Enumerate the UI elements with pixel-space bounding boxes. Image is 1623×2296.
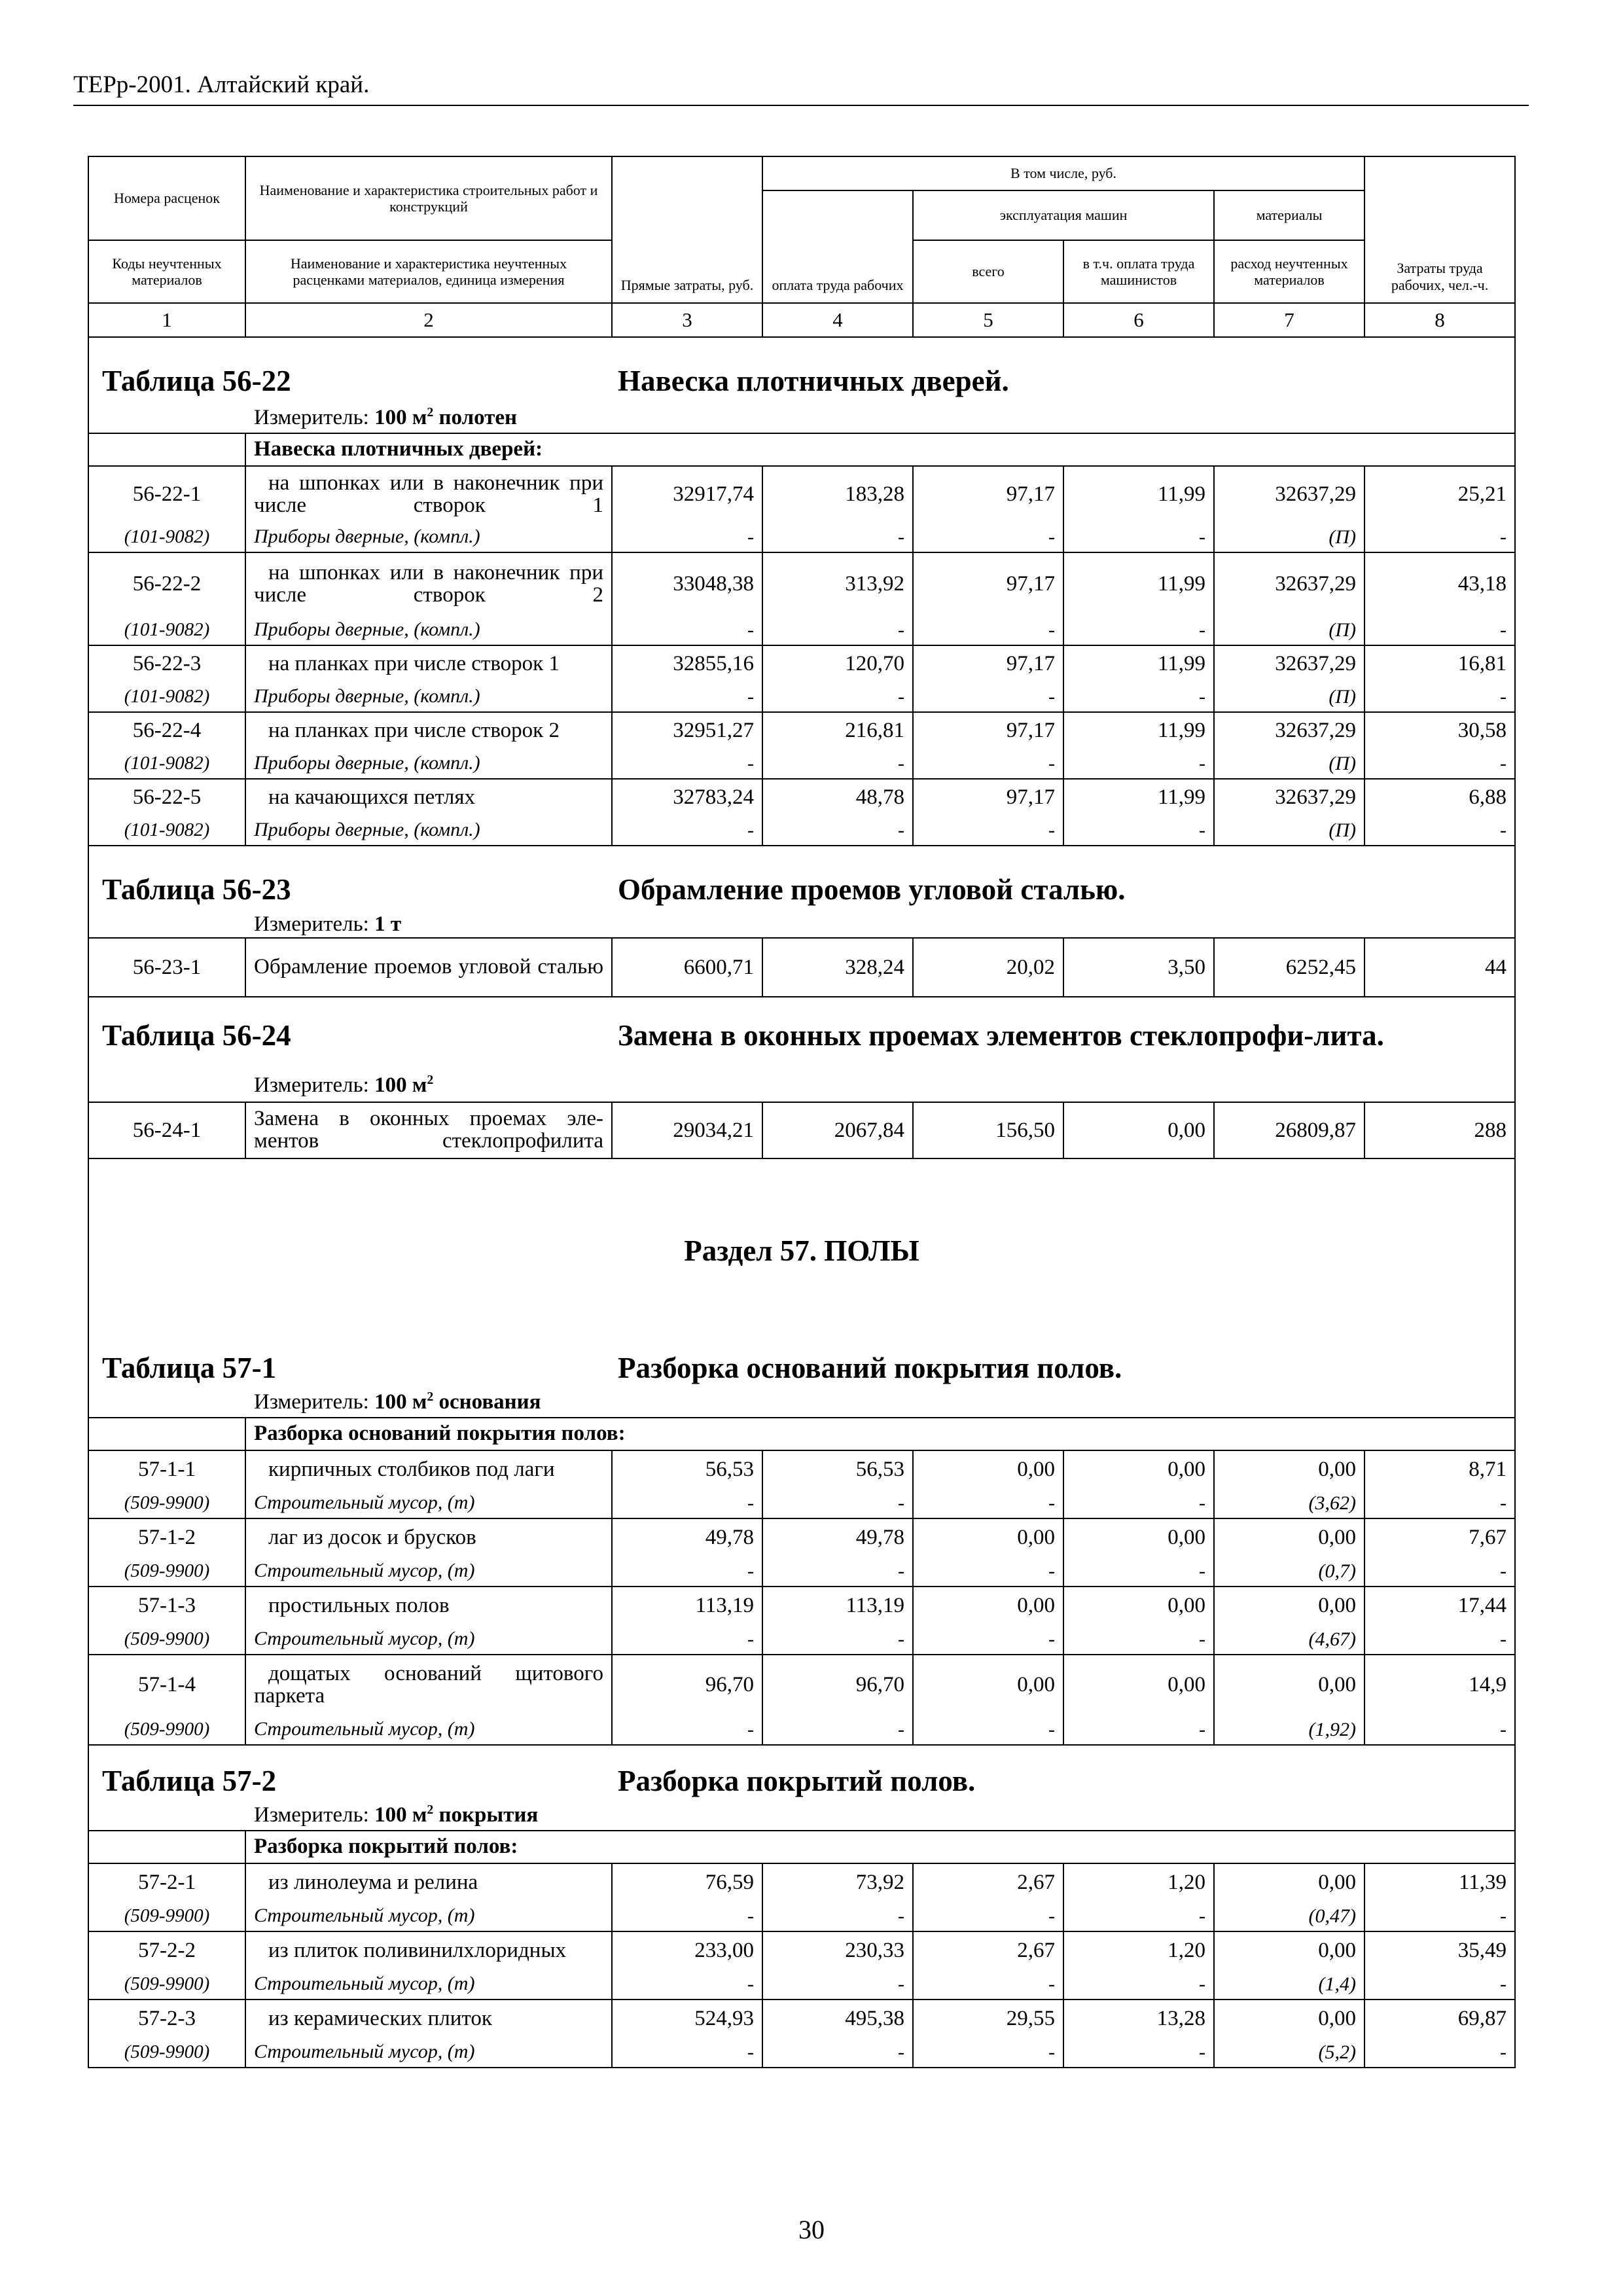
header-machines-labor: в т.ч. оплата труда машинистов (1063, 240, 1214, 303)
subheading: Разборка покрытий полов: (254, 1835, 518, 1859)
header-col3: Прямые затраты, руб. (612, 156, 762, 303)
measure-unit: Измеритель: 100 $м^2$ основания (88, 1388, 1515, 1418)
table-row: 56-22-3 на планках при числе створок 1 32855,16 120,70 97,17 11,99 32637,29 16,81 (88, 645, 1515, 682)
table-row: 57-1-4 дощатых оснований щитового паркета 96,70 96,70 0,00 0,00 0,00 14,9 (88, 1655, 1515, 1715)
resource-row: (509-9900) Строительный мусор, (т) - - - - (4,67) - (88, 1624, 1515, 1655)
table-title: Обрамление проемов угловой сталью. (618, 873, 1126, 906)
resource-row: (101-9082) Приборы дверные, (компл.) - - - - (П) - (88, 749, 1515, 779)
col-number: 3 (612, 303, 762, 337)
measure-unit: Измеритель: 100 $м^2$ полотен (88, 403, 1515, 433)
resource-row: (509-9900) Строительный мусор, (т) - - - - (0,47) - (88, 1901, 1515, 1931)
header-rule (73, 105, 1529, 106)
col-number: 8 (1364, 303, 1515, 337)
rates-table (88, 156, 1516, 2068)
table-title: Разборка оснований покрытия полов. (618, 1352, 1122, 1384)
table-row: 57-2-3 из керамических плиток 524,93 495,38 29,55 13,28 0,00 69,87 (88, 2000, 1515, 2037)
table-title: Разборка покрытий полов. (618, 1765, 976, 1797)
subheading: Разборка оснований покрытия полов: (254, 1422, 626, 1446)
header-col2-top: Наименование и характеристика строительных работ и конструкций (245, 156, 612, 240)
running-head: ТЕРр-2001. Алтайский край. (73, 71, 370, 98)
table-title: Замена в оконных проемах элементов стеклопрофи-лита. (618, 1019, 1384, 1052)
resource-row: (101-9082) Приборы дверные, (компл.) - - - - (П) - (88, 816, 1515, 846)
table-row: 56-24-1 Замена в оконных проемах эле-ментов стеклопрофилита 29034,21 2067,84 156,50 0,00 26809,87 288 (88, 1102, 1515, 1158)
section-title: Раздел 57. ПОЛЫ (88, 1158, 1515, 1342)
table-title: Навеска плотничных дверей. (618, 365, 1009, 397)
table-row: 56-22-1 на шпонках или в наконечник при числе створок 1 32917,74 183,28 97,17 11,99 32637,29 25,21 (88, 466, 1515, 522)
col-number: 5 (913, 303, 1063, 337)
table-id: Таблица 57-1 (102, 1352, 277, 1384)
col-number: 2 (245, 303, 612, 337)
header-materials: материалы (1214, 190, 1364, 240)
table-row: 57-1-2 лаг из досок и брусков 49,78 49,78 0,00 0,00 0,00 7,67 (88, 1518, 1515, 1556)
header-col8: Затраты труда рабочих, чел.-ч. (1364, 156, 1515, 303)
table-row: 57-2-2 из плиток поливинилхлоридных 233,00 230,33 2,67 1,20 0,00 35,49 (88, 1931, 1515, 1969)
table-id: Таблица 56-24 (102, 1019, 291, 1052)
resource-row: (101-9082) Приборы дверные, (компл.) - - - - (П) - (88, 615, 1515, 645)
measure-unit: Измеритель: 100 $м^2$ покрытия (88, 1801, 1515, 1831)
header-machines-total: всего (913, 240, 1063, 303)
header-labor: оплата труда рабочих (762, 190, 913, 303)
table-row: 56-22-2 на шпонках или в наконечник при числе створок 2 33048,38 313,92 97,17 11,99 32637,29 43,18 (88, 552, 1515, 615)
header-col2-bottom: Наименование и характеристика неучтенных расценками материалов, единица измерения (245, 240, 612, 303)
table-id: Таблица 56-23 (102, 873, 291, 906)
resource-row: (101-9082) Приборы дверные, (компл.) - - - - (П) - (88, 522, 1515, 552)
header-materials-sub: расход неучтенных материалов (1214, 240, 1364, 303)
col-number: 4 (762, 303, 913, 337)
header-machines: эксплуатация машин (913, 190, 1214, 240)
table-row: 57-2-1 из линолеума и релина 76,59 73,92 2,67 1,20 0,00 11,39 (88, 1863, 1515, 1901)
col-number: 6 (1063, 303, 1214, 337)
page-number: 30 (798, 2215, 825, 2244)
resource-row: (509-9900) Строительный мусор, (т) - - - - (5,2) - (88, 2037, 1515, 2068)
resource-row: (509-9900) Строительный мусор, (т) - - - - (0,7) - (88, 1556, 1515, 1587)
measure-unit: Измеритель: 1 т (88, 912, 1515, 938)
resource-row: (509-9900) Строительный мусор, (т) - - - - (1,4) - (88, 1969, 1515, 2000)
resource-row: (509-9900) Строительный мусор, (т) - - - - (1,92) - (88, 1715, 1515, 1745)
table-row: 57-1-3 простильных полов 113,19 113,19 0,00 0,00 0,00 17,44 (88, 1587, 1515, 1624)
table-row: 56-22-4 на планках при числе створок 2 32951,27 216,81 97,17 11,99 32637,29 30,58 (88, 712, 1515, 749)
resource-row: (509-9900) Строительный мусор, (т) - - - - (3,62) - (88, 1488, 1515, 1518)
resource-row: (101-9082) Приборы дверные, (компл.) - - - - (П) - (88, 682, 1515, 712)
table-row: 56-23-1 Обрамление проемов угловой сталью 6600,71 328,24 20,02 3,50 6252,45 44 (88, 938, 1515, 997)
col-number: 1 (88, 303, 245, 337)
header-col1-top: Номера расценок (88, 156, 245, 240)
table-id: Таблица 57-2 (102, 1765, 277, 1797)
header-group: В том числе, руб. (762, 156, 1364, 190)
table-row: 56-22-5 на качающихся петлях 32783,24 48,78 97,17 11,99 32637,29 6,88 (88, 779, 1515, 816)
subheading: Навеска плотничных дверей: (254, 437, 543, 461)
table-id: Таблица 56-22 (102, 365, 291, 397)
col-number: 7 (1214, 303, 1364, 337)
table-row: 57-1-1 кирпичных столбиков под лаги 56,53 56,53 0,00 0,00 0,00 8,71 (88, 1450, 1515, 1488)
header-col1-bottom: Коды неучтенных материалов (88, 240, 245, 303)
measure-unit: Измеритель: 100 $м^2$ (88, 1069, 1515, 1102)
